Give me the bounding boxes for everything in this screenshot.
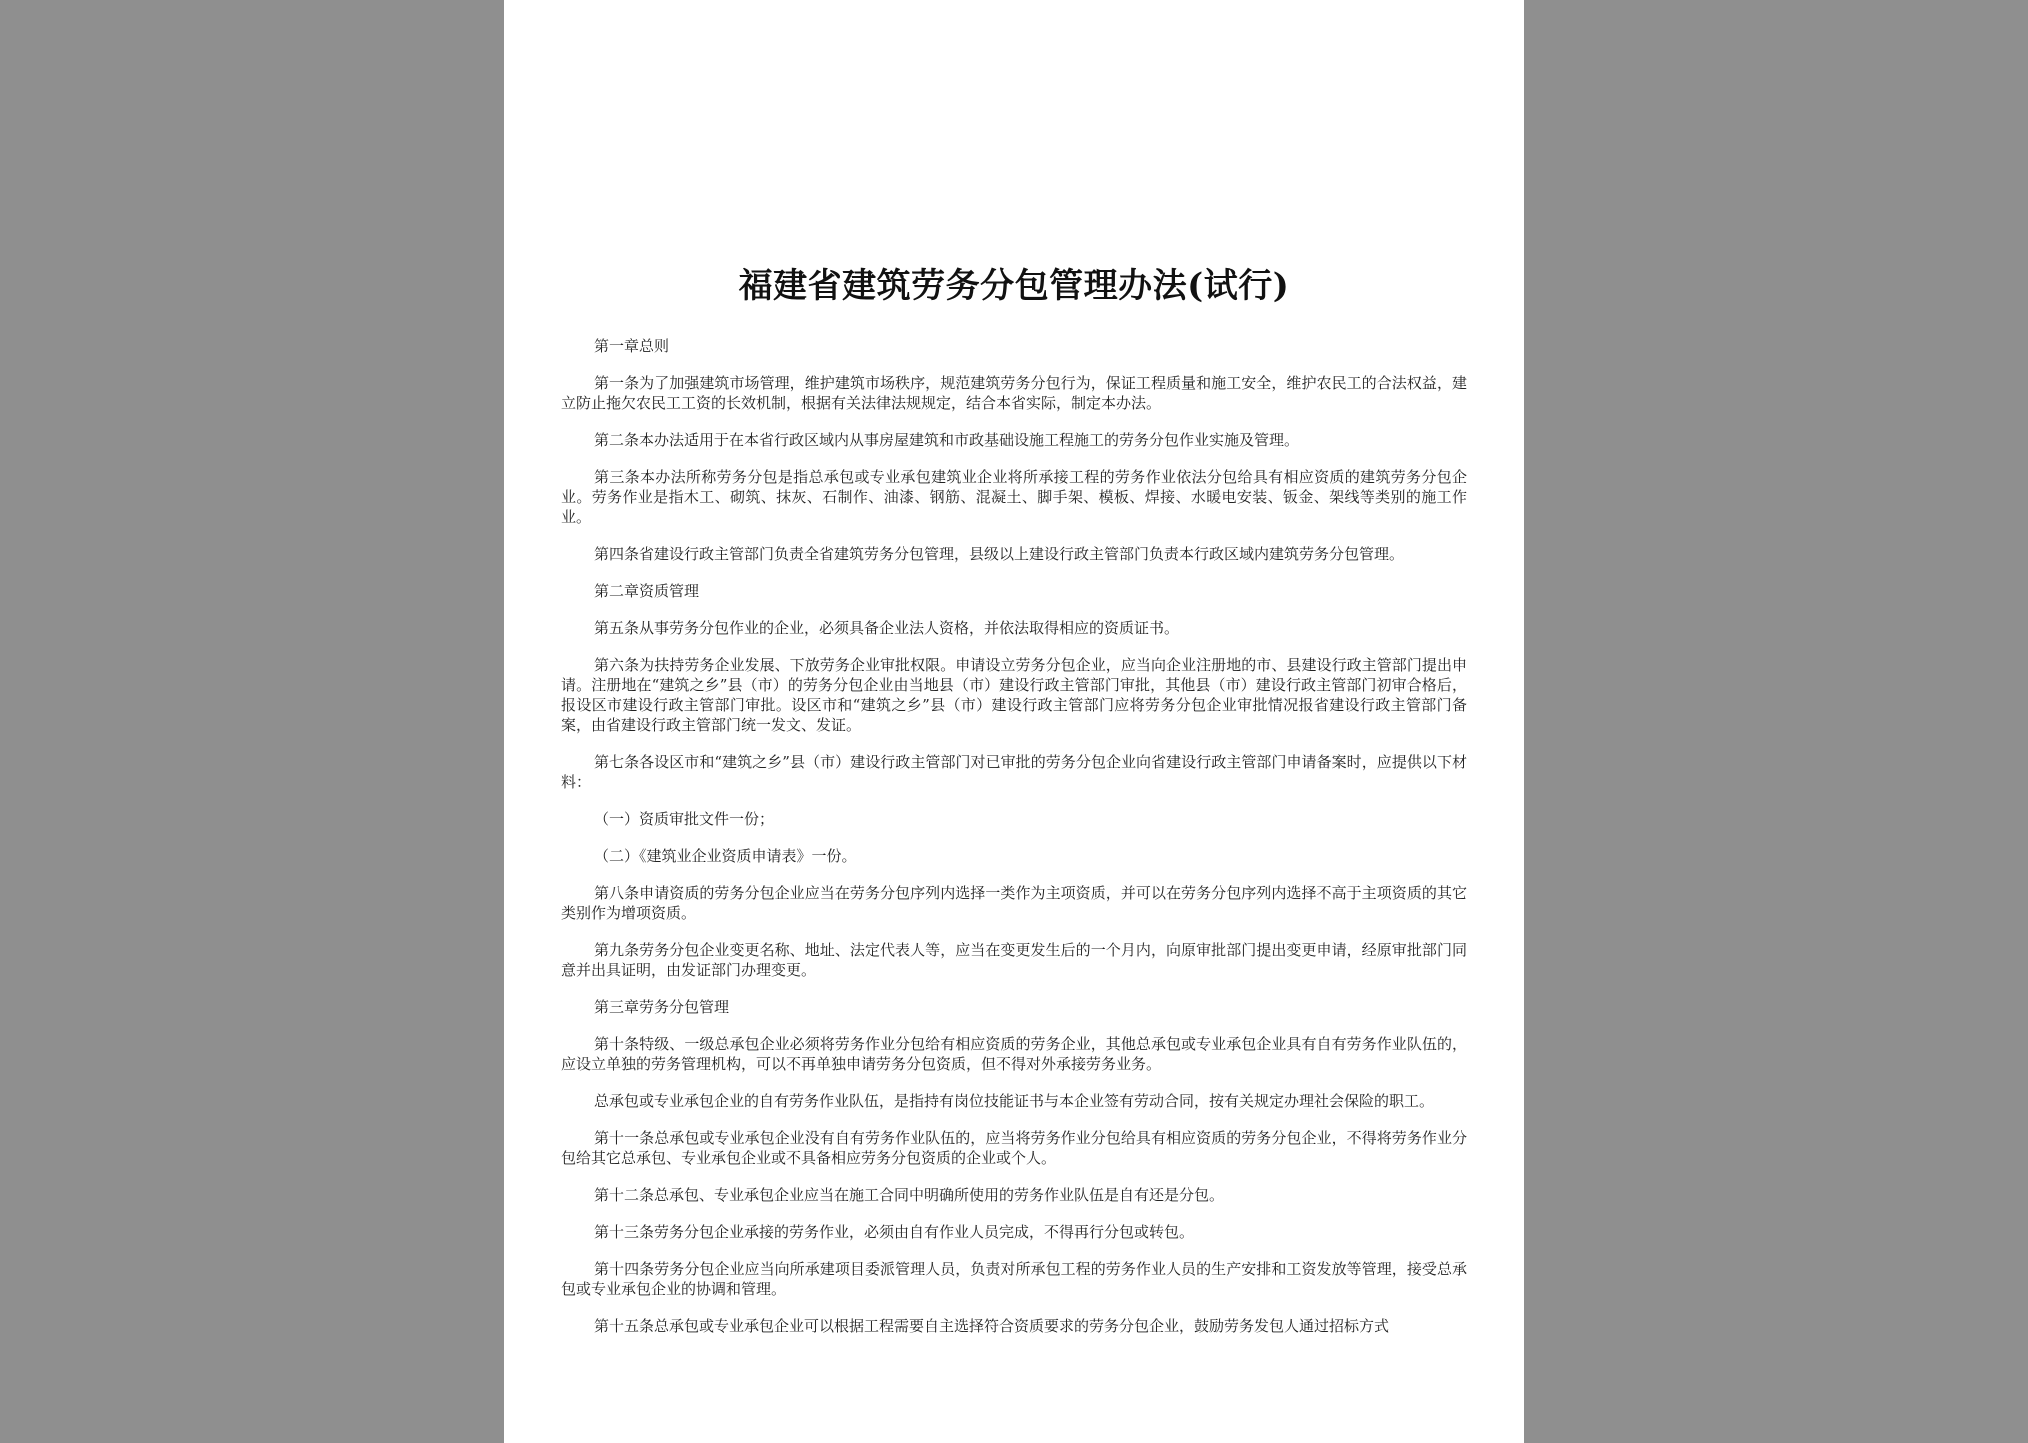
document-title: 福建省建筑劳务分包管理办法(试行) bbox=[738, 266, 1290, 306]
list-item: （二）《建筑业企业资质申请表》一份。 bbox=[594, 847, 857, 865]
article-paragraph: 第十五条总承包或专业承包企业可以根据工程需要自主选择符合资质要求的劳务分包企业，鼓励劳务发包人通过招标方式 bbox=[594, 1317, 1390, 1335]
article-paragraph: 第三条本办法所称劳务分包是指总承包或专业承包建筑业企业将所承接工程的劳务作业依法分包给具有相应资质的建筑劳务分包企业。劳务作业是指木工、砌筑、抹灰、石制作、油漆、钢筋、混凝土、脚手架、模板、焊接、水暖电安装、钣金、架线等类别的施工作业。 bbox=[561, 468, 1467, 526]
article-paragraph: 第四条省建设行政主管部门负责全省建筑劳务分包管理，县级以上建设行政主管部门负责本行政区域内建筑劳务分包管理。 bbox=[594, 545, 1405, 563]
document-page bbox=[504, 0, 1524, 1443]
article-paragraph: 第九条劳务分包企业变更名称、地址、法定代表人等，应当在变更发生后的一个月内，向原审批部门提出变更申请，经原审批部门同意并出具证明，由发证部门办理变更。 bbox=[561, 941, 1467, 979]
article-paragraph: 第十条特级、一级总承包企业必须将劳务作业分包给有相应资质的劳务企业，其他总承包或专业承包企业具有自有劳务作业队伍的，应设立单独的劳务管理机构，可以不再单独申请劳务分包资质，但不得对外承接劳务业务。 bbox=[561, 1035, 1467, 1073]
article-paragraph: 第八条申请资质的劳务分包企业应当在劳务分包序列内选择一类作为主项资质，并可以在劳务分包序列内选择不高于主项资质的其它类别作为增项资质。 bbox=[561, 884, 1467, 922]
article-paragraph: 第十一条总承包或专业承包企业没有自有劳务作业队伍的，应当将劳务作业分包给具有相应资质的劳务分包企业，不得将劳务作业分包给其它总承包、专业承包企业或不具备相应劳务分包资质的企业或个人。 bbox=[561, 1129, 1467, 1167]
article-paragraph: 第十三条劳务分包企业承接的劳务作业，必须由自有作业人员完成，不得再行分包或转包。 bbox=[594, 1223, 1195, 1241]
article-paragraph: 总承包或专业承包企业的自有劳务作业队伍，是指持有岗位技能证书与本企业签有劳动合同，按有关规定办理社会保险的职工。 bbox=[594, 1092, 1435, 1110]
article-paragraph: 第十四条劳务分包企业应当向所承建项目委派管理人员，负责对所承包工程的劳务作业人员的生产安排和工资发放等管理，接受总承包或专业承包企业的协调和管理。 bbox=[561, 1260, 1467, 1298]
article-paragraph: 第六条为扶持劳务企业发展、下放劳务企业审批权限。申请设立劳务分包企业，应当向企业注册地的市、县建设行政主管部门提出申请。注册地在“建筑之乡”县（市）的劳务分包企业由当地县（市）建设行政主管部门审批，其他县（市）建设行政主管部门初审合格后，报设区市建设行政主管部门审批。设区市和“建筑之乡”县（市）建设行政主管部门应将劳务分包企业审批情况报省建设行政主管部门备案，由省建设行政主管部门统一发文、发证。 bbox=[561, 656, 1467, 734]
list-item: （一）资质审批文件一份； bbox=[594, 810, 775, 828]
article-paragraph: 第二条本办法适用于在本省行政区域内从事房屋建筑和市政基础设施工程施工的劳务分包作业实施及管理。 bbox=[594, 431, 1300, 449]
article-paragraph: 第一条为了加强建筑市场管理，维护建筑市场秩序，规范建筑劳务分包行为，保证工程质量和施工安全，维护农民工的合法权益，建立防止拖欠农民工工资的长效机制，根据有关法律法规规定，结合本省实际，制定本办法。 bbox=[561, 374, 1467, 412]
chapter-heading: 第二章资质管理 bbox=[594, 582, 700, 600]
article-paragraph: 第七条各设区市和“建筑之乡”县（市）建设行政主管部门对已审批的劳务分包企业向省建设行政主管部门申请备案时，应提供以下材料： bbox=[561, 753, 1467, 791]
document-body bbox=[561, 336, 1467, 1353]
chapter-heading: 第三章劳务分包管理 bbox=[594, 998, 730, 1016]
chapter-heading: 第一章总则 bbox=[594, 337, 670, 355]
article-paragraph: 第十二条总承包、专业承包企业应当在施工合同中明确所使用的劳务作业队伍是自有还是分包。 bbox=[594, 1186, 1225, 1204]
article-paragraph: 第五条从事劳务分包作业的企业，必须具备企业法人资格，并依法取得相应的资质证书。 bbox=[594, 619, 1180, 637]
